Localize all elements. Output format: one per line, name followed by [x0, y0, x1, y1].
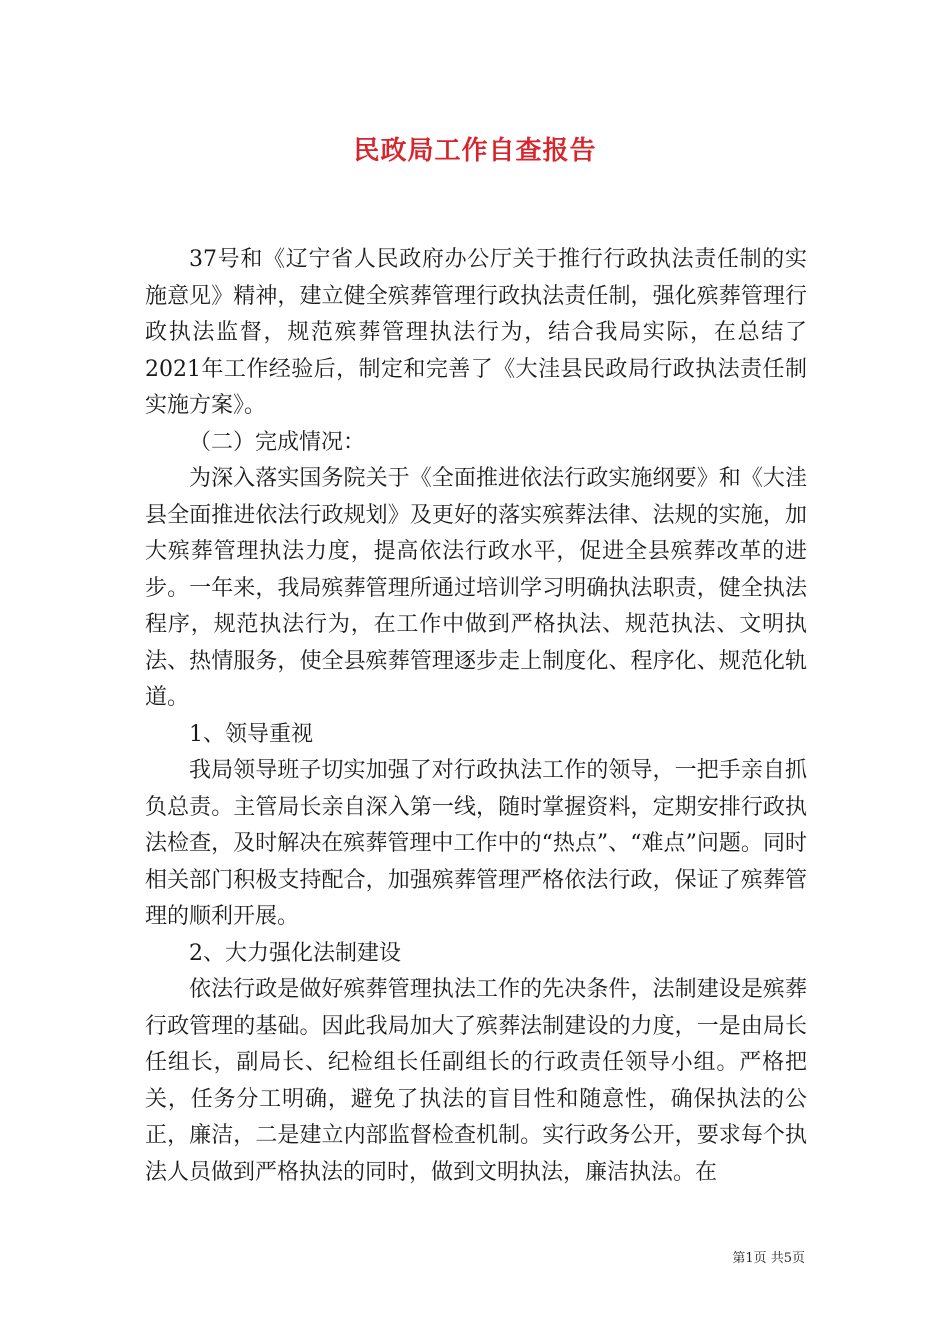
- paragraph: 我局领导班子切实加强了对行政执法工作的领导，一把手亲自抓负总责。主管局长亲自深入第一线，随时掌握资料，定期安排行政执法检查，及时解决在殡葬管理中工作中的“热点”、“难点”问题。同时相关部门积极支持配合，加强殡葬管理严格依法行政，保证了殡葬管理的顺利开展。: [145, 758, 807, 929]
- document-title: 民政局工作自查报告: [353, 136, 597, 166]
- paragraph: 37号和《辽宁省人民政府办公厅关于推行行政执法责任制的实施意见》精神，建立健全殡葬管理行政执法责任制，强化殡葬管理行政执法监督，规范殡葬管理执法行为，结合我局实际，在总结了2021年工作经验后，制定和完善了《大洼县民政局行政执法责任制实施方案》。: [145, 247, 807, 418]
- section-heading: 2、大力强化法制建设: [189, 940, 401, 966]
- paragraph: 依法行政是做好殡葬管理执法工作的先决条件，法制建设是殡葬行政管理的基础。因此我局加大了殡葬法制建设的力度，一是由局长任组长，副局长、纪检组长任副组长的行政责任领导小组。严格把关，任务分工明确，避免了执法的盲目性和随意性，确保执法的公正，廉洁，二是建立内部监督检查机制。实行政务公开，要求每个执法人员做到严格执法的同时，做到文明执法，廉洁执法。在: [145, 977, 807, 1185]
- paragraph: 为深入落实国务院关于《全面推进依法行政实施纲要》和《大洼县全面推进依法行政规划》及更好的落实殡葬法律、法规的实施，加大殡葬管理执法力度，提高依法行政水平，促进全县殡葬改革的进步。一年来，我局殡葬管理所通过培训学习明确执法职责，健全执法程序，规范执法行为，在工作中做到严格执法、规范执法、文明执法、热情服务，使全县殡葬管理逐步走上制度化、程序化、规范化轨道。: [145, 466, 807, 710]
- page-number-footer: 第1页 共5页: [732, 1251, 805, 1266]
- section-heading: 1、领导重视: [189, 721, 313, 747]
- document-body: [145, 242, 807, 1191]
- section-heading: （二）完成情况：: [189, 429, 366, 455]
